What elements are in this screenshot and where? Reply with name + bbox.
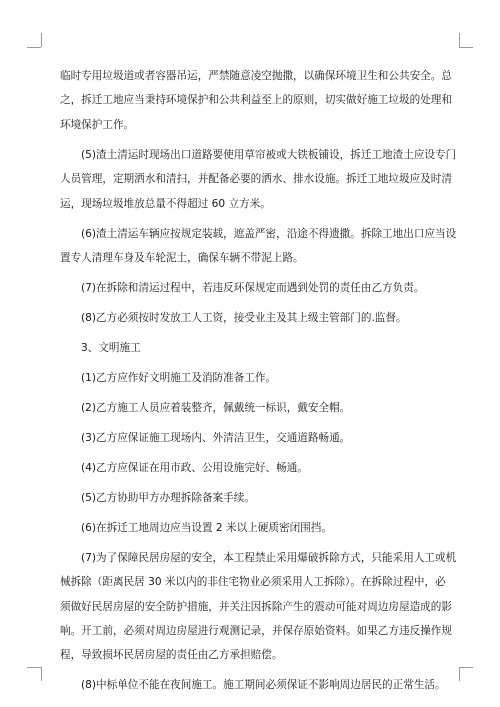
text-line: 须做好民居房屋的安全防护措施，并关注因拆除产生的震动可能对周边房屋造成的影 — [60, 600, 452, 613]
document-body — [60, 64, 457, 698]
text-line: 程，导致损坏民居房屋的责任由乙方承担赔偿。 — [60, 649, 283, 662]
text-line: (8)中标单位不能在夜间施工。施工期间必须保证不影响周边居民的正常生活。 — [81, 679, 446, 692]
crop-mark-bottom-left-v — [41, 667, 42, 681]
section-heading: 3、文明施工 — [81, 341, 141, 354]
crop-mark-bottom-right-v — [459, 667, 460, 681]
paragraph-item-7-penalty — [60, 276, 442, 300]
text-line: (8)乙方必须按时发放工人工资，接受业主及其上级主管部门的.监督。 — [81, 311, 407, 324]
paragraph-civil-item-4 — [60, 456, 442, 480]
crop-mark-top-right-h — [459, 47, 473, 48]
crop-mark-top-left-v — [41, 33, 42, 47]
text-line: (5)渣土清运时现场出口道路要使用草帘被或大铁板铺设，拆迁工地渣土应设专门 — [81, 148, 457, 161]
paragraph-item-6-vehicle-loading — [60, 222, 457, 271]
paragraph-waste-handling — [60, 64, 452, 137]
text-line: (6)在拆迁工地周边应当设置 2 米以上硬质密闭围挡。 — [81, 521, 332, 534]
text-line: 置专人清理车身及车轮泥土，确保车辆不带泥上路。 — [60, 251, 304, 264]
text-line: (2)乙方施工人员应着装整齐，佩戴统一标识，戴安全帽。 — [81, 401, 351, 414]
text-line: (6)渣土清运车辆应按规定装载，遮盖严密，沿途不得遗撒。拆除工地出口应当设 — [81, 227, 457, 240]
crop-mark-top-right-v — [459, 33, 460, 47]
text-line: (7)在拆除和清运过程中，若违反环保规定而遇到处罚的责任由乙方负责。 — [81, 281, 425, 294]
paragraph-civil-item-2 — [60, 396, 442, 420]
text-line: 响。开工前，必须对周边房屋进行观测记录，并保存原始资料。如果乙方违反操作规 — [60, 624, 452, 637]
paragraph-civil-item-1 — [60, 366, 442, 390]
text-line: 运，现场垃圾堆放总量不得超过 60 立方米。 — [60, 197, 271, 210]
paragraph-civil-item-8 — [60, 673, 446, 697]
crop-mark-bottom-right-h — [459, 667, 473, 668]
text-line: 械拆除（距离民居 30 米以内的非住宅物业必须采用人工拆除）。在拆除过程中，必 — [60, 576, 446, 589]
text-line: (4)乙方应保证在用市政、公用设施完好、畅通。 — [81, 461, 308, 474]
text-line: 环境保护工作。 — [60, 118, 135, 131]
text-line: (3)乙方应保证施工现场内、外清洁卫生，交通道路畅通。 — [81, 431, 351, 444]
paragraph-civil-item-5 — [60, 486, 442, 510]
paragraph-civil-item-6 — [60, 516, 442, 540]
paragraph-civil-item-7 — [60, 546, 457, 668]
text-line: 之，拆迁工地应当秉持环境保护和公共利益至上的原则，切实做好施工垃圾的处理和 — [60, 94, 452, 107]
text-line: (1)乙方应作好文明施工及消防准备工作。 — [81, 371, 277, 384]
crop-mark-bottom-left-h — [27, 667, 41, 668]
text-line: (5)乙方协助甲方办理拆除备案手续。 — [81, 491, 255, 504]
paragraph-item-5-muck-removal — [60, 143, 457, 216]
paragraph-civil-item-3 — [60, 426, 442, 450]
crop-mark-top-left-h — [27, 47, 41, 48]
paragraph-item-8-wages — [60, 306, 442, 330]
section-heading-civilized-construction — [60, 336, 442, 360]
text-line: 人员管理，定期洒水和清扫，并配备必要的洒水、排水设施。拆迁工地垃圾应及时清 — [60, 173, 452, 186]
text-line: (7)为了保障民居房屋的安全，本工程禁止采用爆破拆除方式，只能采用人工或机 — [81, 551, 457, 564]
text-line: 临时专用垃圾道或者容器吊运，严禁随意凌空抛撒，以确保环境卫生和公共安全。总 — [60, 70, 452, 82]
